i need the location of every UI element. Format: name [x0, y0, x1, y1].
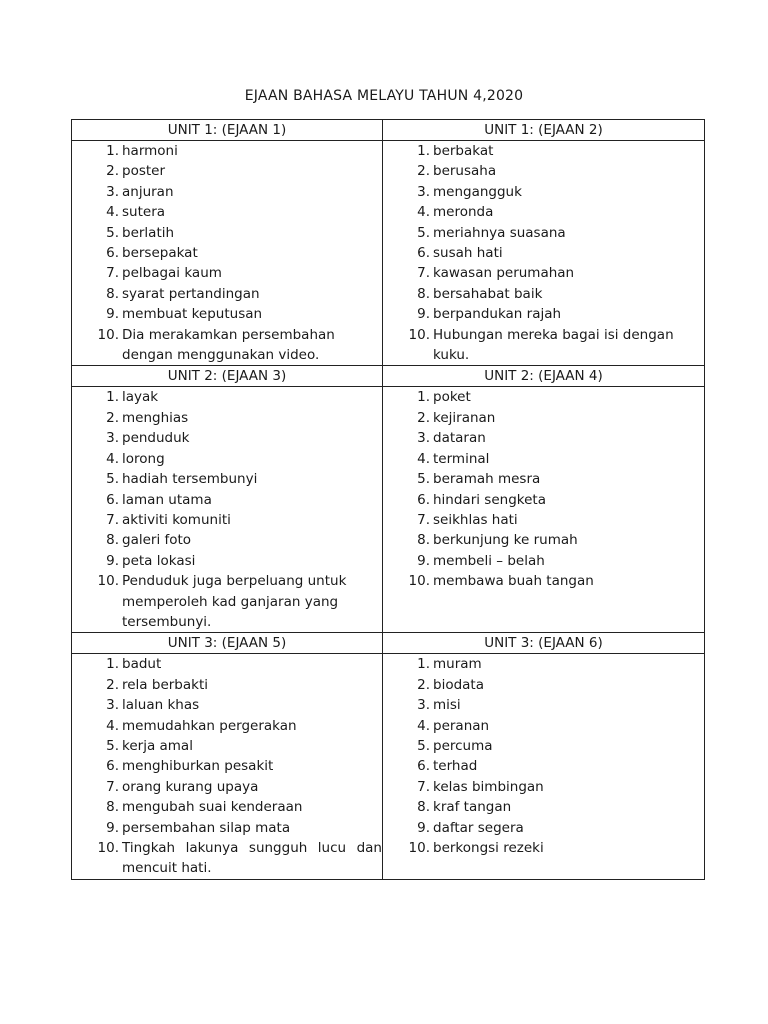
item-number: 3. [417, 430, 430, 447]
spelling-table [71, 119, 705, 880]
list-item [383, 654, 704, 674]
list-item [72, 161, 382, 181]
list-item [72, 263, 382, 283]
item-text: daftar segera [433, 819, 524, 836]
item-text: susah hati [433, 245, 503, 262]
item-text: percuma [433, 737, 493, 754]
list-item [72, 551, 382, 571]
item-number: 5. [106, 737, 119, 754]
item-number: 10. [408, 326, 430, 343]
item-text: biodata [433, 676, 484, 693]
item-text: membawa buah tangan [433, 573, 594, 590]
list-item [72, 838, 382, 879]
list-item [383, 243, 704, 263]
list-item [72, 736, 382, 756]
list-item [383, 490, 704, 510]
unit-heading: UNIT 1: (EJAAN 1) [72, 120, 383, 141]
item-number: 10. [97, 840, 119, 856]
item-number: 4. [417, 204, 430, 221]
item-number: 3. [106, 430, 119, 447]
list-item [72, 716, 382, 736]
item-text: terminal [433, 450, 490, 467]
list-item [383, 695, 704, 715]
item-number: 4. [417, 450, 430, 467]
item-text: mengangguk [433, 183, 522, 200]
unit-heading-row [72, 366, 705, 387]
item-text: bersepakat [122, 245, 198, 262]
item-text: laluan khas [122, 697, 200, 714]
item-text: seikhlas hati [433, 511, 518, 528]
item-number: 9. [417, 552, 430, 569]
list-item [72, 510, 382, 530]
list-item [383, 223, 704, 243]
item-number: 8. [417, 799, 430, 816]
list-item [383, 428, 704, 448]
word-list-cell [72, 387, 383, 633]
item-number: 9. [106, 306, 119, 323]
list-item [72, 325, 382, 366]
unit-heading-row [72, 120, 705, 141]
item-number: 5. [417, 471, 430, 488]
item-text: berbakat [433, 143, 494, 159]
list-item [72, 675, 382, 695]
list-item [383, 141, 704, 161]
item-text: peta lokasi [122, 552, 196, 569]
list-item [72, 449, 382, 469]
list-item [383, 756, 704, 776]
item-text: kerja amal [122, 737, 193, 754]
item-number: 6. [106, 758, 119, 775]
item-number: 3. [417, 183, 430, 200]
item-text: pelbagai kaum [122, 265, 222, 282]
item-number: 7. [417, 778, 430, 795]
item-text: dataran [433, 430, 486, 447]
word-list-row [72, 141, 705, 366]
list-item [383, 408, 704, 428]
list-item [383, 304, 704, 324]
item-text: harmoni [122, 143, 178, 159]
item-number: 8. [106, 532, 119, 549]
list-item [383, 469, 704, 489]
item-text: Tingkah lakunya sungguh lucu dan mencuit hati. [122, 840, 382, 877]
item-text: membeli – belah [433, 552, 545, 569]
item-text: muram [433, 656, 482, 673]
item-number: 3. [106, 697, 119, 714]
item-number: 10. [408, 573, 430, 590]
item-number: 8. [417, 532, 430, 549]
item-text: hadiah tersembunyi [122, 471, 258, 488]
item-text: berkongsi rezeki [433, 840, 544, 856]
list-item [383, 675, 704, 695]
list-item [383, 161, 704, 181]
word-list [383, 387, 704, 591]
word-list-cell [383, 654, 705, 879]
item-number: 8. [106, 799, 119, 816]
item-number: 1. [106, 143, 119, 159]
item-number: 1. [106, 656, 119, 673]
item-text: mengubah suai kenderaan [122, 799, 303, 816]
item-number: 7. [106, 511, 119, 528]
list-item [72, 654, 382, 674]
item-text: Dia merakamkan persembahan dengan menggunakan video. [122, 326, 335, 364]
item-number: 2. [106, 676, 119, 693]
document-title: EJAAN BAHASA MELAYU TAHUN 4,2020 [244, 88, 524, 104]
item-text: membuat keputusan [122, 306, 263, 323]
item-number: 9. [106, 552, 119, 569]
item-text: bersahabat baik [433, 285, 543, 302]
word-list-cell [72, 654, 383, 879]
word-list-cell [383, 387, 705, 633]
item-number: 1. [417, 389, 430, 406]
unit-heading: UNIT 2: (EJAAN 4) [383, 366, 705, 387]
list-item [72, 469, 382, 489]
word-list-row [72, 654, 705, 879]
item-text: memudahkan pergerakan [122, 717, 297, 734]
list-item [383, 530, 704, 550]
item-number: 10. [408, 840, 430, 856]
word-list [72, 654, 382, 878]
item-number: 1. [417, 656, 430, 673]
list-item [383, 263, 704, 283]
item-text: layak [122, 389, 159, 406]
item-text: syarat pertandingan [122, 285, 260, 302]
item-number: 9. [106, 819, 119, 836]
item-text: terhad [433, 758, 478, 775]
item-number: 7. [417, 511, 430, 528]
item-number: 4. [106, 204, 119, 221]
list-item [72, 387, 382, 407]
unit-heading: UNIT 1: (EJAAN 2) [383, 120, 705, 141]
list-item [72, 182, 382, 202]
item-text: misi [433, 697, 461, 714]
item-text: poket [433, 389, 471, 406]
item-text: menghias [122, 409, 189, 426]
item-text: galeri foto [122, 532, 192, 549]
word-list [72, 387, 382, 632]
unit-heading: UNIT 2: (EJAAN 3) [72, 366, 383, 387]
item-text: beramah mesra [433, 471, 541, 488]
item-number: 1. [106, 389, 119, 406]
item-number: 10. [97, 573, 119, 590]
item-text: kelas bimbingan [433, 778, 544, 795]
item-number: 2. [106, 409, 119, 426]
list-item [72, 777, 382, 797]
item-text: laman utama [122, 491, 212, 508]
item-text: kraf tangan [433, 799, 512, 816]
item-text: kejiranan [433, 409, 496, 426]
item-number: 6. [106, 245, 119, 262]
unit-heading-row [72, 633, 705, 654]
list-item [72, 141, 382, 161]
item-text: peranan [433, 717, 490, 734]
item-number: 7. [106, 265, 119, 282]
spelling-table-body [72, 120, 705, 880]
item-number: 3. [417, 697, 430, 714]
item-text: meronda [433, 204, 494, 221]
list-item [383, 571, 704, 591]
list-item [383, 510, 704, 530]
list-item [383, 777, 704, 797]
item-number: 4. [106, 717, 119, 734]
item-text: Hubungan mereka bagai isi dengan kuku. [433, 326, 674, 364]
item-number: 7. [417, 265, 430, 282]
list-item [72, 695, 382, 715]
item-number: 3. [106, 183, 119, 200]
item-number: 4. [106, 450, 119, 467]
item-number: 8. [106, 285, 119, 302]
item-number: 10. [97, 326, 119, 343]
list-item [72, 304, 382, 324]
list-item [383, 716, 704, 736]
list-item [72, 408, 382, 428]
list-item [383, 284, 704, 304]
item-text: aktiviti komuniti [122, 511, 231, 528]
item-text: sutera [122, 204, 166, 221]
list-item [72, 818, 382, 838]
list-item [383, 838, 704, 858]
list-item [72, 243, 382, 263]
item-number: 5. [417, 737, 430, 754]
item-text: penduduk [122, 430, 190, 447]
item-text: rela berbakti [122, 676, 209, 693]
list-item [72, 223, 382, 243]
list-item [72, 756, 382, 776]
unit-heading: UNIT 3: (EJAAN 5) [72, 633, 383, 654]
item-text: berpandukan rajah [433, 306, 562, 323]
list-item [383, 449, 704, 469]
item-number: 6. [417, 245, 430, 262]
list-item [72, 202, 382, 222]
list-item [383, 387, 704, 407]
item-number: 6. [106, 491, 119, 508]
item-text: anjuran [122, 183, 174, 200]
item-number: 5. [417, 224, 430, 241]
word-list-row [72, 387, 705, 633]
word-list [383, 141, 704, 365]
item-number: 2. [417, 409, 430, 426]
list-item [72, 428, 382, 448]
word-list-cell [383, 141, 705, 366]
item-text: menghiburkan pesakit [122, 758, 274, 775]
list-item [72, 797, 382, 817]
item-text: badut [122, 656, 162, 673]
item-text: Penduduk juga berpeluang untuk memperoleh kad ganjaran yang tersembunyi. [122, 573, 347, 630]
item-text: berlatih [122, 224, 175, 241]
item-text: berkunjung ke rumah [433, 532, 578, 549]
list-item [383, 551, 704, 571]
list-item [383, 818, 704, 838]
item-text: lorong [122, 450, 165, 467]
item-number: 2. [106, 163, 119, 180]
item-text: persembahan silap mata [122, 819, 291, 836]
item-text: poster [122, 163, 166, 180]
word-list [72, 141, 382, 365]
item-number: 8. [417, 285, 430, 302]
item-number: 6. [417, 491, 430, 508]
item-text: hindari sengketa [433, 491, 546, 508]
word-list [383, 654, 704, 858]
list-item [72, 571, 382, 632]
item-number: 4. [417, 717, 430, 734]
list-item [383, 736, 704, 756]
item-text: berusaha [433, 163, 497, 180]
list-item [383, 202, 704, 222]
item-number: 2. [417, 163, 430, 180]
list-item [383, 325, 704, 366]
item-number: 7. [106, 778, 119, 795]
item-text: orang kurang upaya [122, 778, 259, 795]
unit-heading: UNIT 3: (EJAAN 6) [383, 633, 705, 654]
list-item [72, 530, 382, 550]
list-item [383, 182, 704, 202]
item-number: 5. [106, 224, 119, 241]
item-number: 9. [417, 306, 430, 323]
word-list-cell [72, 141, 383, 366]
item-number: 2. [417, 676, 430, 693]
item-number: 5. [106, 471, 119, 488]
item-number: 6. [417, 758, 430, 775]
item-number: 9. [417, 819, 430, 836]
list-item [72, 490, 382, 510]
item-number: 1. [417, 143, 430, 159]
list-item [383, 797, 704, 817]
item-text: kawasan perumahan [433, 265, 575, 282]
list-item [72, 284, 382, 304]
item-text: meriahnya suasana [433, 224, 566, 241]
